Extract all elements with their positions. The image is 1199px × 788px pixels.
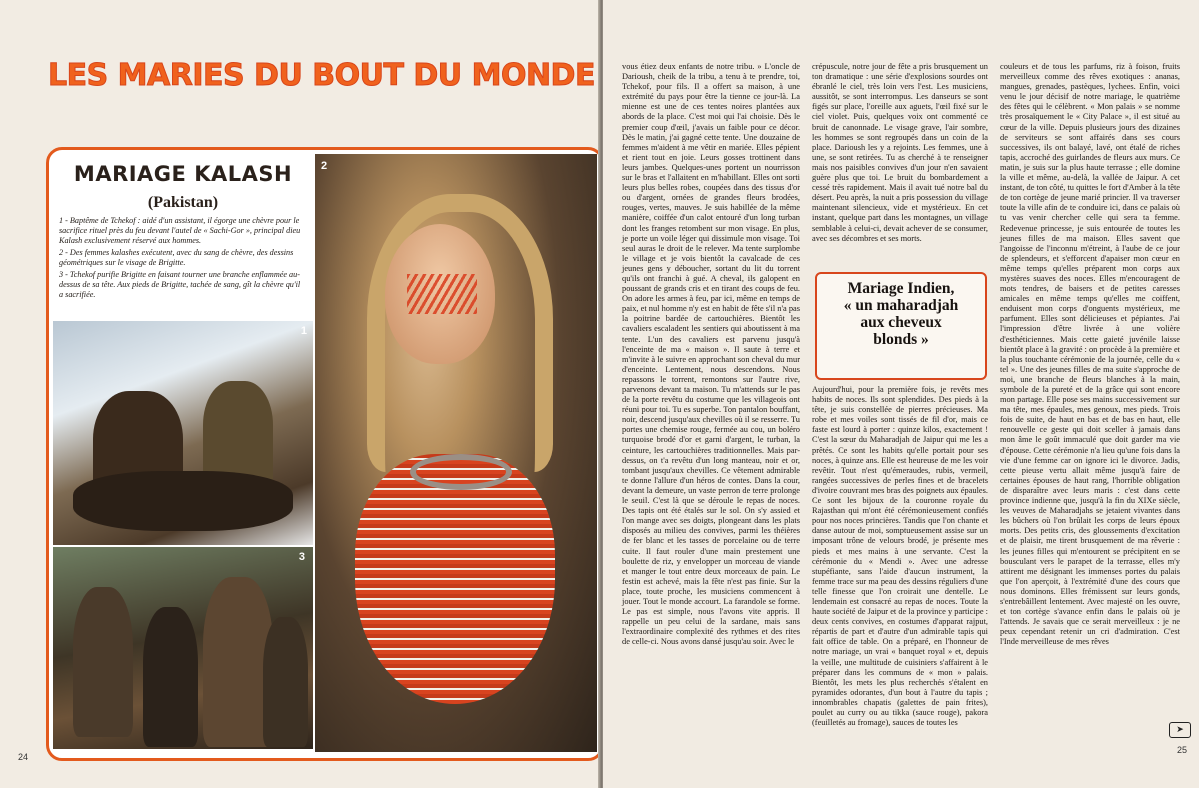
kalash-title: MARIAGE KALASH bbox=[73, 162, 293, 186]
inset-title-line-1: Mariage Indien, bbox=[847, 280, 955, 297]
kalash-subtitle: (Pakistan) bbox=[147, 194, 219, 211]
photo-goat-sacrifice bbox=[53, 321, 313, 545]
inset-title bbox=[817, 274, 985, 348]
photo-brigitte-portrait bbox=[315, 154, 597, 752]
inset-title-line-2: « un maharadjah bbox=[843, 297, 959, 314]
caption-3: 3 - Tchekof purifie Brigitte en faisant tourner une branche enflammée au-dessus de sa tête. Aux pieds de Brigitte, tachée de sang, gît la chèvre qu'il a sacrifiée. bbox=[59, 270, 301, 299]
inset-title-line-4: blonds » bbox=[873, 331, 929, 348]
photo-number-2: 2 bbox=[321, 160, 328, 172]
photo-purification bbox=[53, 547, 313, 749]
indian-wedding-heading-box bbox=[815, 272, 987, 380]
inset-title-line-3: aux cheveux bbox=[860, 314, 942, 331]
text-column-2-top bbox=[812, 62, 988, 269]
metal-choker bbox=[410, 454, 512, 490]
column-3-text: couleurs et de tous les parfums, riz à foison, fruits merveilleux comme des rêves exotiques : ananas, mangues, grenades, pastèques, lychees. Enfin, voici venu le jour décisif de notre mariage, le quatrième des fêtes qui le célèbrent. « Mon palais » se nomme très prosaïquement le « City Palace », il est situé au cœur de la ville. Depuis plusieurs jours des dizaines de serviteurs se sont affairés dans ses cours successives, ils ont balayé, lavé, ont étalé de riches tapis, accroché des guirlandes de fleurs aux murs. Ce matin, je suis sur la plus haute terrasse ; elle domine la ville et même, au-delà, la vallée de Jaipur. A cet instant, de ton côté, tu quittes le fort d'Amber à la tête de ton cortège de jeune marié princier. Il va traverser toute la ville afin de te conduire ici, dans ce palais où tu vas venir chercher celle qui sera ta femme. Redevenue princesse, je suis entourée de toutes les jeunes filles de ma maison. Elles savent que l'angoisse de l'inconnu m'étreint, à l'aube de ce jour de splendeurs, et s'efforcent d'apaiser mon cœur en même temps qu'elles préparent mon corps aux mystères suaves des noces. Elles m'encouragent de mots tendres, de baisers et de petites caresses amicales en même temps qu'elles me coiffent, enduisent mon corps d'onguents mystérieux, me parfument. Elles sont délicieuses et pépiantes. J'ai l'impression d'être livrée à une volière d'esthéticiennes. Mais cette gaieté juvénile laisse bientôt place à la gravité : on procède à la première et la plus touchante cérémonie de la journée, celle du « tel ». Une des jeunes filles de ma suite s'approche de moi, une branche de fleurs blanches à la main, symbole de la pureté et de la grâce qui sont encore mon partage. Elle pose ses mains successivement sur ma tête, mes épaules, mes genoux, mes pieds. Trois fois de suite, de haut en bas et de bas en haut, elle renouvelle ce geste qui doit sceller à jamais dans mon âme le goût immaculé que doit garder ma vie d'épouse. Cette cérémonie n'a lieu qu'une fois dans la vie d'une femme car on ignore ici le divorce. Jadis, cette pieuse vertu allait même jusqu'à faire de certaines épouses de haut rang, l'horrible obligation de disparaître avec leurs maris : c'est dans cette province indienne que, jusqu'à la fin du XIXe siècle, les veuves de Maharadjahs se jetaient vivantes dans les bûchers où l'on brûlait les corps de leurs époux morts. Des petits cris, des gloussements d'excitation et de plaisir, me tirent brusquement de ma rêverie : les jeunes filles qui m'entourent se précipitent en se bousculant vers le parapet de la terrasse, elles m'y attirent me désignant les immenses portes du palais que l'on aperçoit, à l'extrémité d'une des cours que nous dominons. Elles frémissent sur leurs gonds, s'entrebâillent lentement. Avec majesté on les ouvre, et ton cortège s'avance enfin dans le palais où je l'attends. Je savais que ce serait merveilleux : je ne peux cependant retenir un cri d'admiration. C'est l'Inde merveilleuse de mes rêves bbox=[1000, 62, 1180, 647]
continue-arrow-icon: ➤ bbox=[1169, 722, 1191, 738]
photo-number-1: 1 bbox=[300, 325, 307, 337]
photo-number-3: 3 bbox=[298, 551, 305, 563]
caption-1: 1 - Baptême de Tchekof : aidé d'un assistant, il égorge une chèvre pour le sacrifice rituel près du feu devant l'autel de « Sachi-Gor », principal dieu Kalash exclusivement réservé aux hommes. bbox=[59, 216, 301, 245]
altar-fire bbox=[73, 471, 293, 531]
text-column-1 bbox=[622, 62, 800, 786]
blood-paint-pattern bbox=[407, 274, 477, 314]
photo-captions bbox=[59, 216, 305, 302]
column-1-text: vous étiez deux enfants de notre tribu. » L'oncle de Darioush, cheik de la tribu, a tenu à te prendre, toi, Tchekof, pour fils. Il a offert sa maison, à une extrémité du pays pour être la tienne ce jour-là. La mienne est une de ces tentes noires plantées aux abords de la place. C'est moi qui l'ai choisie. Dès le premier coup d'œil, j'avais un faible pour ce décor. Dès le matin, j'ai gagné cette tente. Une douzaine de femmes m'aident à me vêtir en mariée. Elles pépient et rient tout en joie. Leurs gosses trottinent dans leurs jambes. Quelques-unes portent un nourrisson sur le bras et l'allaitent en m'habillant. Elles ont sorti leurs plus belles robes, coupées dans des tissus d'or ou d'argent, ornées de grandes fleurs brodées, rouges, vertes, mauves. Je suis habillée de la même manière, coiffée d'un calot entouré d'un long turban dont les franges retombent sur mon visage. En plus, je porte un voile léger qui dissimule mon visage. Toi seul auras le droit de le relever. Ma tente surplombe le village et je vois bientôt la cavalcade de ces jeunes gens y déboucher, sortant du lit du torrent qu'ils ont franchi à gué. A cheval, ils galopent en poussant de grands cris et en tirant des coups de feu. On adore les armes à feu, par ici, même en temps de paix, et nul homme n'y est en habit de fête s'il n'a pas la poitrine bardée de cartouchières. Bientôt les cavaliers escaladent les sentiers qui aboutissent à ma tente. L'un des cavaliers est parvenu jusqu'à l'enceinte de ma « maison ». Il saute à terre et m'invite à le suivre en approchant son cheval du mur d'enceinte. Lentement, nous descendons. Nous repassons le torrent, remontons sur l'autre rive, parvenons devant ta maison. Tu m'attends sur le pas de la porte revêtu du costume que les villageois ont réuni pour toi. Tu es superbe. Ton pantalon bouffant, noir, descend jusqu'aux chevilles où il se resserre. Tu portes une chemise rouge, fermée au cou, un boléro turquoise brodé d'or et garni d'argent, le turban, la ceinture, les cartouchières traditionnelles. Mais par-dessus, on t'a revêtu d'un long manteau, noir et or, tombant jusqu'aux chevilles. Ce vêtement admirable te donne l'allure d'un héros de contes. Dans la cour, devant la demeure, un vaste perron de terre prolonge le seuil. C'est là que se déroule le repas de noces. Des tapis ont été étalés sur le sol. On s'y assied et l'on mange avec ses doigts, plongeant dans les plats disposés au milieu des convives, parmi les théières de fer blanc et les tasses de porcelaine ou de terre cuite. Il faut rouler d'une main prestement une boulette de riz, y envelopper un morceau de viande et manger le tout entre deux morceaux de pain. Le festin est achevé, mais la fête n'est pas finie. Sur la place, toute proche, les musiciens commencent à jouer. Tout le monde accourt. La farandole se forme. Le pas est simple, nous l'avons vite appris. Il rappelle un peu celui de la sardane, mais sans l'extraordinaire complexité des rythmes et des rites de celle-ci. Nous avons dansé jusqu'au soir. Avec le bbox=[622, 62, 800, 647]
page-number-left: 24 bbox=[18, 752, 29, 762]
caption-2: 2 - Des femmes kalashes exécutent, avec du sang de chèvre, des dessins géométriques sur le visage de Brigitte. bbox=[59, 248, 294, 267]
kalash-panel bbox=[46, 147, 600, 761]
column-2-bottom-text: Aujourd'hui, pour la première fois, je revêts mes habits de noces. Ils sont splendides. Des pieds à la tête, je suis constellée de pierres précieuses. Ma robe et mes voiles sont tissés de fil d'or, mais ce faste est lourd à porter : quinze kilos, exactement ! C'est la sœur du Maharadjah de Jaipur qui me les a prêtés. Ce sont les habits qu'elle portait pour ses noces, à quinze ans. Elle est heureuse de me les voir revêtir. Tout n'est qu'émeraudes, rubis, vermeil, rangées successives de perles fines et de bracelets d'ivoire couvrant mes bras des poignets aux épaules. Ce sont les bijoux de la couronne royale du Rajasthan qui m'ont été cérémonieusement confiés pour nos noces princières. Tandis que l'on chante et danse autour de moi, somptueusement assise sur un imposant trône de velours brodé, je présente mes pieds et mes mains à une servante. C'est la cérémonie du « Mendi ». Avec une adresse stupéfiante, sans l'aide d'aucun instrument, la femme trace sur ma peau des dessins réguliers d'une telle finesse que l'on croirait une dentelle. Le lendemain est consacré au repas de noces. Toute la haute société de Jaipur et de la province y participe : deux cents convives, en costumes d'apparat rajput, répartis de part et d'autre d'un admirable tapis qui fait office de table. On a préparé, en l'honneur de notre mariage, un vrai « banquet royal » et, depuis la veille, une multitude de cuisiniers s'affairent à le préparer dans les communs de « mon » palais. Bientôt, les mets les plus recherchés s'étalent en pyramides odorantes, d'un bout à l'autre du tapis ; innombrables chapatis (galettes de pain frites), poulet au curry ou au tikka (sauce rouge), pakora (feuilletés au fromage), sauces de toutes les bbox=[812, 385, 988, 728]
bead-necklaces bbox=[355, 454, 555, 704]
figure-elder bbox=[263, 617, 308, 747]
kalash-header bbox=[49, 150, 311, 320]
article-title: LES MARIES DU BOUT DU MONDE bbox=[48, 58, 595, 93]
text-column-2-bottom bbox=[812, 385, 988, 785]
figure-villager bbox=[73, 587, 133, 737]
figure-tchekof-branch bbox=[143, 607, 198, 747]
text-column-3 bbox=[1000, 62, 1180, 762]
page-number-right: 25 bbox=[1176, 745, 1187, 755]
column-2-top-text: crépuscule, notre jour de fête a pris brusquement un ton dramatique : une série d'explosions sourdes ont ébranlé le ciel, très loin vers l'est. Les musiciens, aussitôt, se sont interrompus. Les danseurs se sont figés sur place, l'oreille aux aguets, l'œil fixé sur le ciel violet. Puis, quelques voix ont commenté ce bruit de canonnade. Le visage grave, l'air sombre, les hommes se sont regroupés dans un coin de la place. Darioush les y a rejoints. Les femmes, une à une, se sont retirées. Tu as cherché à te renseigner mais nos paisibles convives d'un jour n'en savaient guère plus que toi. Le bruit du bombardement a cessé très rapidement. Mais il avait tué notre bal du désert. Peu après, la nuit a pris possession du village maintenant silencieux, vide et mystérieux. En cet instant, quelque part dans les montagnes, un village semblable à celui-ci, devait achever de se consumer, avec ses décombres et ses morts. bbox=[812, 62, 988, 243]
